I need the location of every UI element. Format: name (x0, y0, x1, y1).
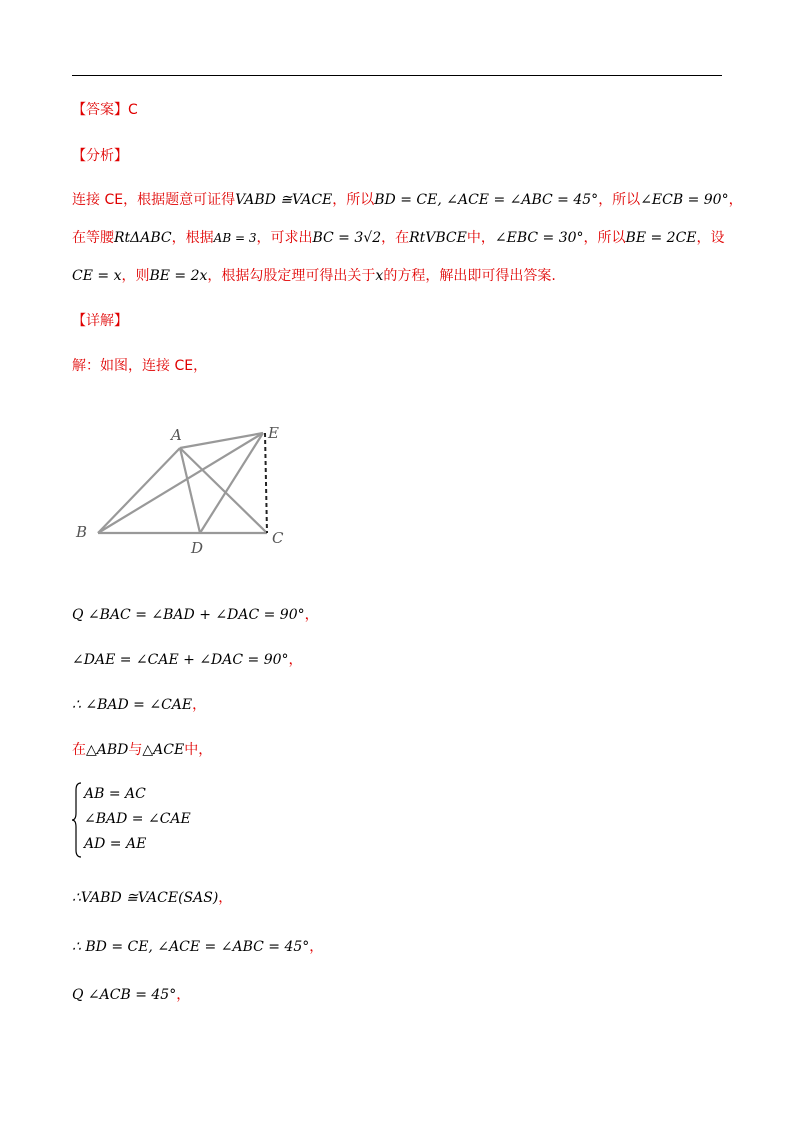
math: BE = 2x (149, 268, 208, 284)
text: ，所以 (332, 192, 375, 208)
segment-ce-dashed (265, 433, 267, 533)
left-brace (72, 782, 82, 858)
math: ∴ ∠BAD = ∠CAE (72, 697, 193, 713)
analysis-line-2 (72, 228, 725, 248)
step-6 (72, 937, 323, 957)
detail-label: 【详解】 (72, 313, 128, 329)
punct: ， (288, 652, 303, 668)
math: △ACE (142, 742, 185, 758)
math: ∠EBC = 30° (494, 230, 584, 246)
label-e: E (268, 424, 279, 442)
text: ，设 (696, 230, 725, 246)
text: 连接 CE，根据题意可证得 (72, 192, 236, 208)
text: 在等腰 (72, 230, 114, 246)
figure-svg (72, 420, 302, 570)
text: ，根据 (171, 230, 214, 246)
text: ， (728, 192, 743, 208)
math: x (375, 268, 384, 284)
math: RtVBCE (409, 230, 467, 246)
segment-ac (180, 448, 267, 533)
math: ∠ECB = 90° (640, 192, 729, 208)
step-3 (72, 695, 206, 715)
text: 与 (128, 742, 143, 758)
equation-1: AB = AC (84, 786, 146, 802)
step-1 (72, 605, 319, 625)
answer-label: 【答案】 (72, 102, 128, 118)
label-a: A (171, 426, 182, 444)
answer-value: C (128, 102, 138, 118)
math: BC = 3√2 (312, 230, 382, 246)
header-rule (72, 75, 722, 76)
math: CE = x (72, 268, 122, 284)
text: ，在 (381, 230, 410, 246)
punct: ， (192, 697, 207, 713)
text: ，可求出 (256, 230, 313, 246)
figure-lines (98, 433, 267, 533)
label-d: D (191, 539, 204, 557)
detail-intro: 解：如图，连接 CE， (72, 358, 208, 374)
math: BE = 2CE (625, 230, 697, 246)
math: ∴ BD = CE, ∠ACE = ∠ABC = 45° (72, 939, 310, 955)
math: AB = 3 (213, 231, 257, 245)
analysis-line-1 (72, 190, 743, 210)
punct: ， (309, 939, 324, 955)
math: BD = CE, ∠ACE = ∠ABC = 45° (374, 192, 599, 208)
step-7 (72, 985, 190, 1005)
math: RtΔABC (114, 230, 172, 246)
step-4 (72, 740, 212, 760)
equation-2: ∠BAD = ∠CAE (84, 811, 191, 827)
text: 在 (72, 742, 86, 758)
answer-line (72, 100, 138, 120)
step-5 (72, 888, 232, 908)
segment-de (200, 433, 263, 533)
step-2 (72, 650, 303, 670)
text: ，所以 (583, 230, 626, 246)
text: ，根据勾股定理可得出关于 (207, 268, 376, 284)
analysis-line-3 (72, 266, 556, 286)
label-c: C (272, 529, 284, 547)
analysis-label: 【分析】 (72, 148, 128, 164)
math: ∠DAE = ∠CAE + ∠DAC = 90° (72, 652, 289, 668)
equation-3: AD = AE (84, 836, 147, 852)
math: △ABD (86, 742, 129, 758)
geometry-figure (72, 420, 302, 570)
punct: ， (218, 890, 233, 906)
text: ，所以 (598, 192, 641, 208)
math: VABD ≅VACE (235, 192, 333, 208)
text: 的方程，解出即可得出答案. (383, 268, 556, 284)
text: 中， (466, 230, 495, 246)
equation-lines (84, 782, 191, 857)
math: ∴VABD ≅VACE(SAS) (72, 890, 219, 906)
punct: ， (304, 607, 319, 623)
math: Q ∠ACB = 45° (72, 987, 177, 1003)
segment-ad (180, 448, 200, 533)
text: 中， (184, 742, 213, 758)
text: ，则 (121, 268, 150, 284)
label-b: B (76, 523, 88, 541)
math: Q ∠BAC = ∠BAD + ∠DAC = 90° (72, 607, 305, 623)
punct: ， (176, 987, 191, 1003)
